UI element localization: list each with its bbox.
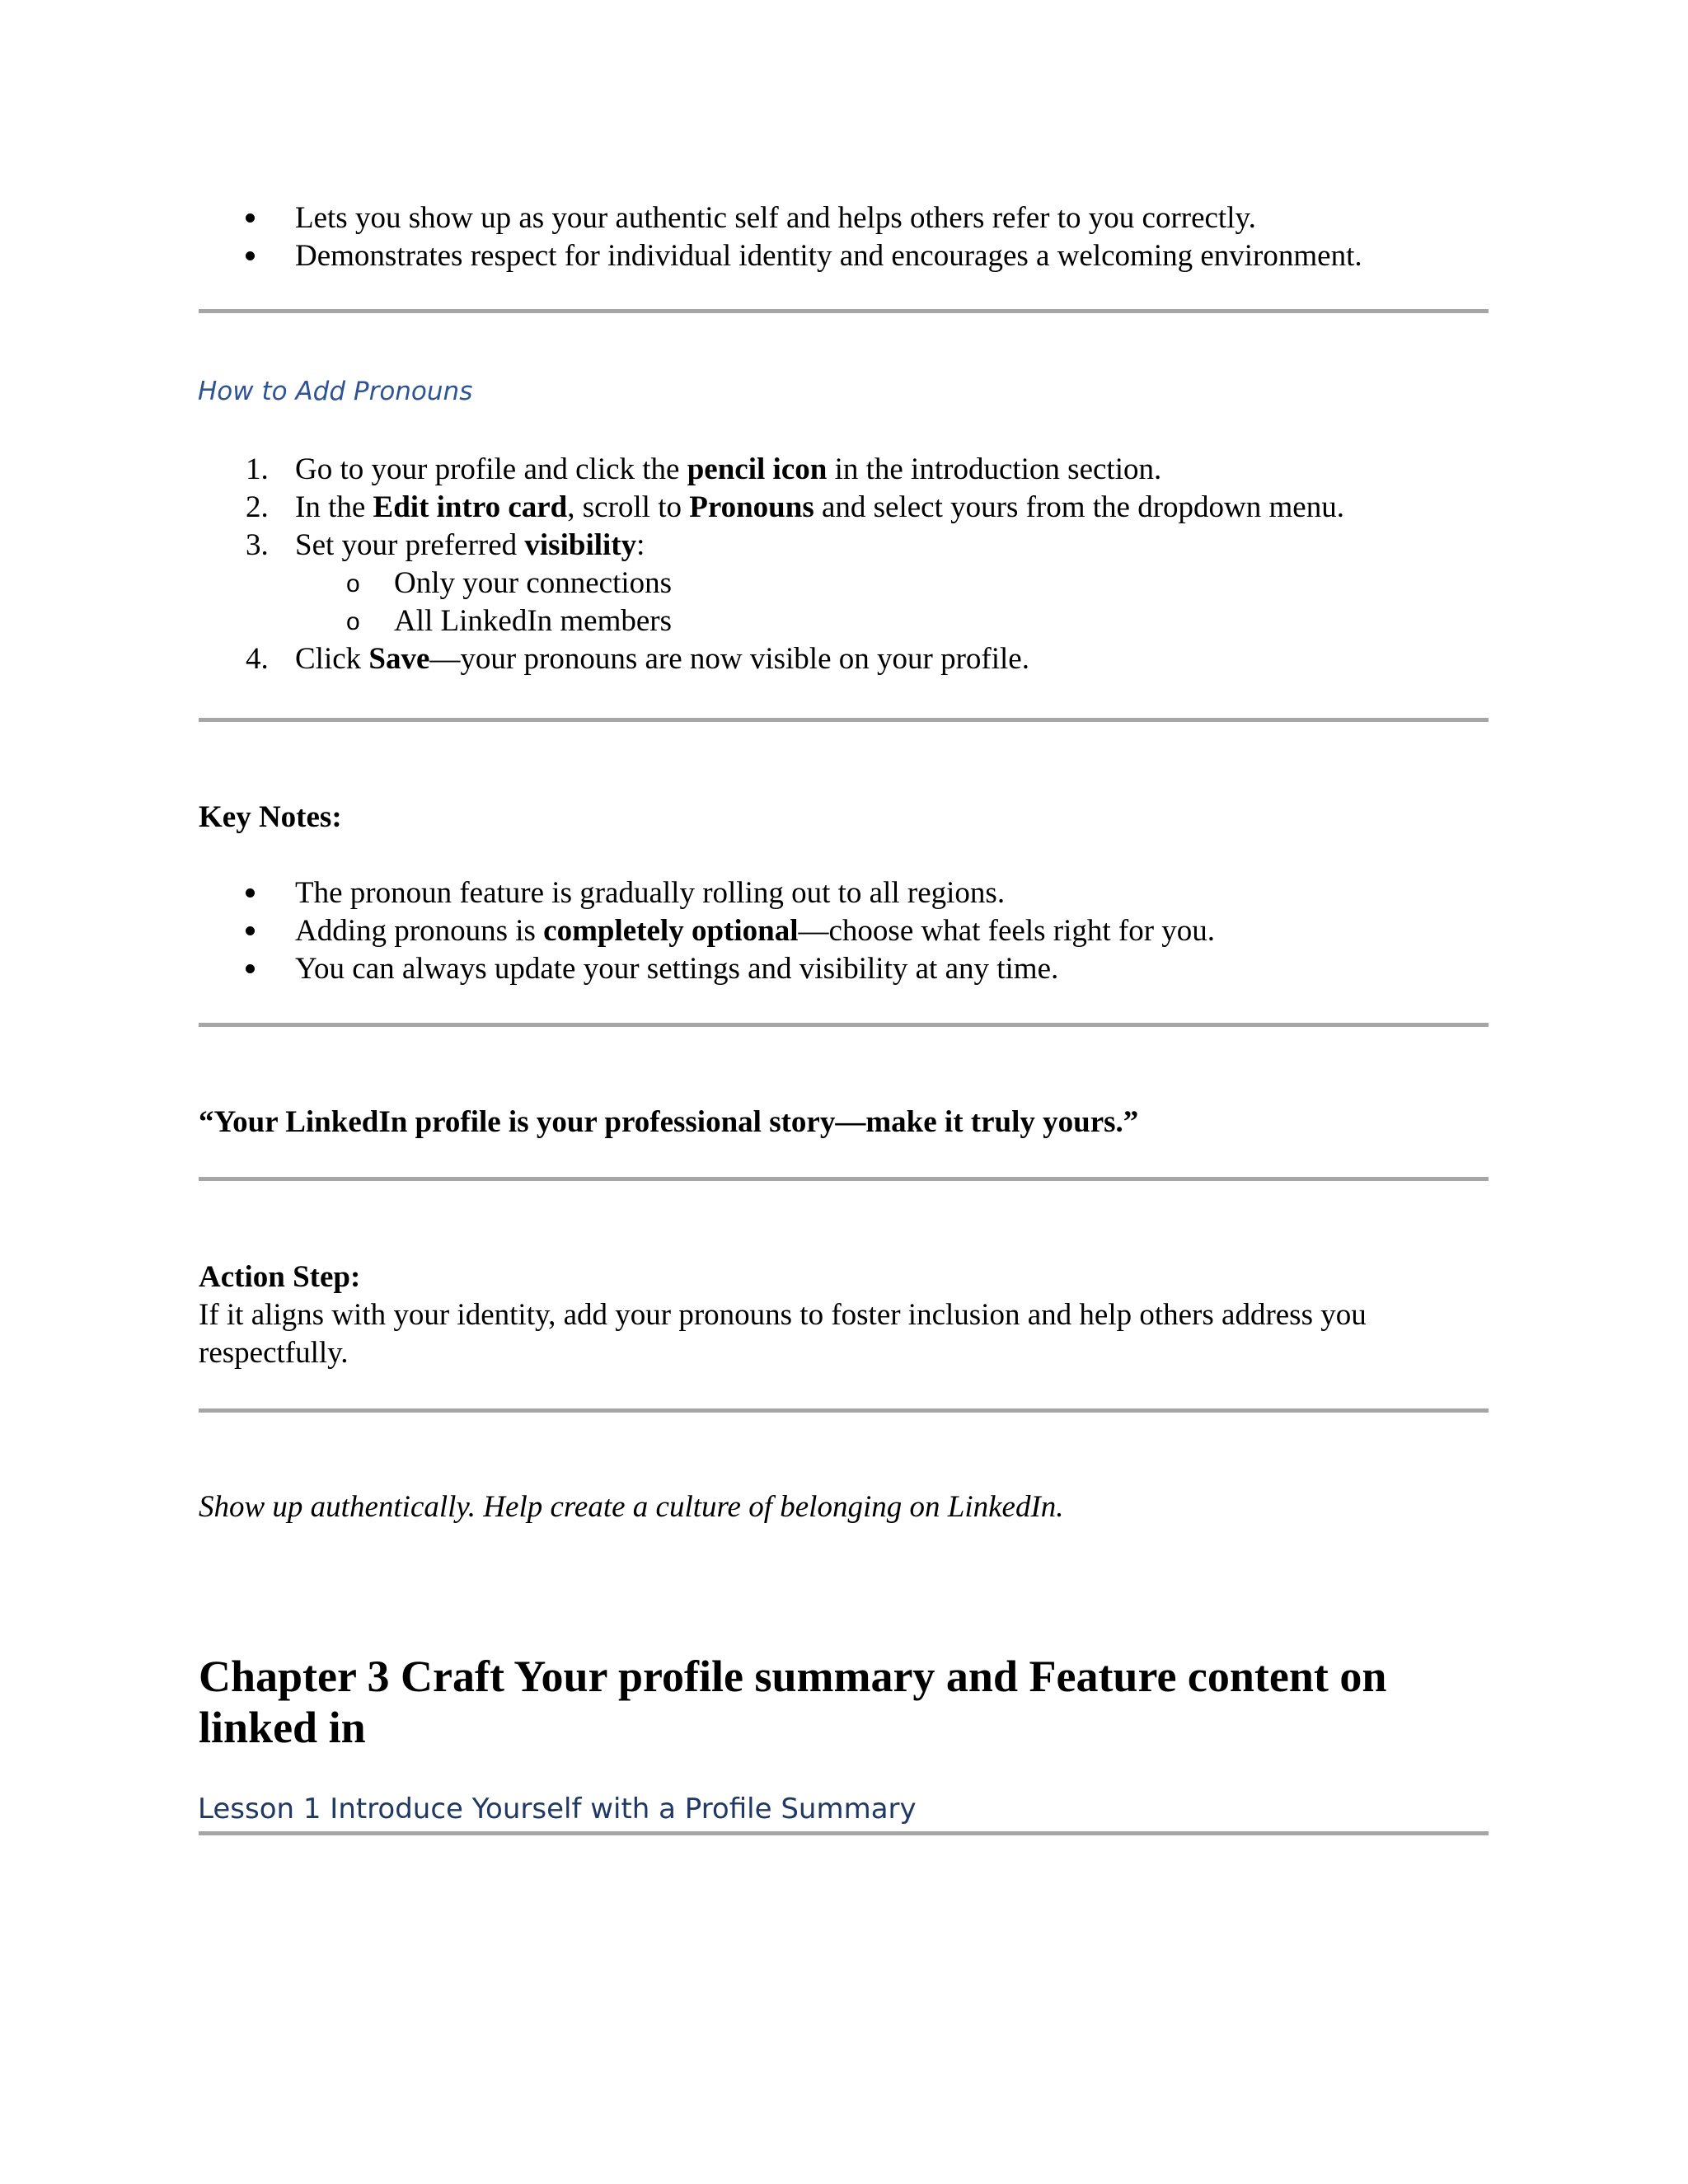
bullet-item (295, 950, 1058, 988)
bullet-item: Demonstrates respect for individual identity and encourages a welcoming environment. (295, 239, 1362, 273)
action-step-heading: Action Step: (199, 1260, 361, 1294)
horizontal-rule (199, 1831, 1489, 1835)
horizontal-rule (199, 1408, 1489, 1413)
chapter-heading-line: Chapter 3 Craft Your profile summary and Feature content on (199, 1652, 1387, 1701)
key-notes-heading: Key Notes: (199, 800, 342, 834)
step-item (295, 489, 1344, 527)
bullet-icon (246, 926, 255, 935)
step-text: In the (295, 490, 373, 524)
step-text: Go to your profile and click the (295, 452, 687, 486)
step-text: , scroll to (567, 490, 690, 524)
bullet-icon (246, 888, 255, 898)
step-bold-text: pencil icon (687, 452, 828, 486)
bullet-item (295, 874, 1005, 912)
horizontal-rule (199, 309, 1489, 313)
note-text: You can always update your settings and visibility at any time. (295, 952, 1059, 986)
section-subheading: How to Add Pronouns (198, 377, 473, 406)
horizontal-rule (199, 1023, 1489, 1027)
action-step-text: If it aligns with your identity, add your pronouns to foster inclusion and help others address you (199, 1298, 1367, 1332)
bullet-item (295, 912, 1215, 950)
step-text: —your pronouns are now visible on your profile. (429, 642, 1029, 676)
bullet-item: Lets you show up as your authentic self and helps others refer to you correctly. (295, 201, 1256, 235)
note-text: Adding pronouns is (295, 914, 544, 948)
step-item (295, 451, 1161, 489)
step-text: in the introduction section. (827, 452, 1162, 486)
sub-list-item: All LinkedIn members (394, 604, 673, 638)
step-text: : (636, 528, 645, 562)
bullet-icon (246, 964, 255, 973)
step-bold-text: Pronouns (689, 490, 814, 524)
step-bold-text: Edit intro card (373, 490, 568, 524)
pull-quote: “Your LinkedIn profile is your professional story—make it truly yours.” (199, 1105, 1139, 1139)
chapter-heading-line: linked in (199, 1703, 366, 1752)
closing-statement: Show up authentically. Help create a culture of belonging on LinkedIn. (199, 1490, 1064, 1524)
step-bold-text: Save (368, 642, 430, 676)
step-item (295, 527, 645, 565)
chapter-heading (199, 1651, 1517, 1753)
action-step-text: respectfully. (199, 1336, 349, 1370)
step-bold-text: visibility (524, 528, 637, 562)
bullet-icon (246, 213, 255, 223)
sub-bullet-marker: o (346, 608, 360, 635)
note-text: The pronoun feature is gradually rolling out to all regions. (295, 876, 1006, 910)
lesson-heading: Lesson 1 Introduce Yourself with a Profile Summary (198, 1793, 917, 1825)
list-number: 2. (246, 490, 269, 524)
sub-list-item: Only your connections (394, 566, 673, 600)
step-text: and select yours from the dropdown menu. (814, 490, 1344, 524)
sub-bullet-marker: o (346, 570, 360, 598)
list-number: 1. (246, 452, 269, 486)
note-text: —choose what feels right for you. (798, 914, 1216, 948)
step-text: Set your preferred (295, 528, 525, 562)
bullet-icon (246, 251, 255, 260)
step-text: Click (295, 642, 369, 676)
horizontal-rule (199, 1177, 1489, 1181)
list-number: 4. (246, 642, 269, 676)
note-bold-text: completely optional (543, 914, 799, 948)
list-number: 3. (246, 528, 269, 562)
step-item (295, 640, 1029, 678)
horizontal-rule (199, 718, 1489, 722)
